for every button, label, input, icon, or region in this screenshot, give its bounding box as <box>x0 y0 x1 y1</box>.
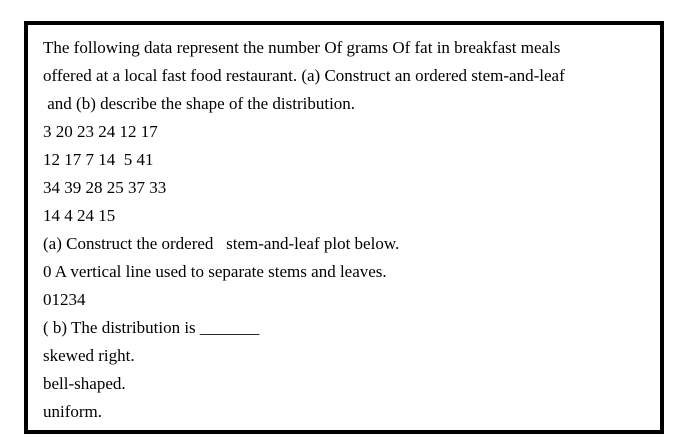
option-uniform[interactable]: uniform. <box>43 402 103 421</box>
part-b-prompt: ( b) The distribution is _______ <box>43 318 260 337</box>
stems-line: 01234 <box>43 290 86 309</box>
data-row-2: 12 17 7 14 5 41 <box>43 150 154 169</box>
part-a-prompt: (a) Construct the ordered stem-and-leaf plot below. <box>43 234 400 253</box>
intro-line-3: and (b) describe the shape of the distribution. <box>43 94 356 113</box>
problem-box <box>24 21 664 434</box>
data-row-1: 3 20 23 24 12 17 <box>43 122 158 141</box>
intro-line-1: The following data represent the number Of grams Of fat in breakfast meals <box>43 38 561 57</box>
intro-line-2: offered at a local fast food restaurant. (a) Construct an ordered stem-and-leaf <box>43 66 565 85</box>
stem-line: 0 A vertical line used to separate stems and leaves. <box>43 262 387 281</box>
option-bell-shaped[interactable]: bell-shaped. <box>43 374 126 393</box>
data-row-3: 34 39 28 25 37 33 <box>43 178 167 197</box>
problem-text <box>43 34 654 426</box>
option-skewed-right[interactable]: skewed right. <box>43 346 135 365</box>
data-row-4: 14 4 24 15 <box>43 206 116 225</box>
